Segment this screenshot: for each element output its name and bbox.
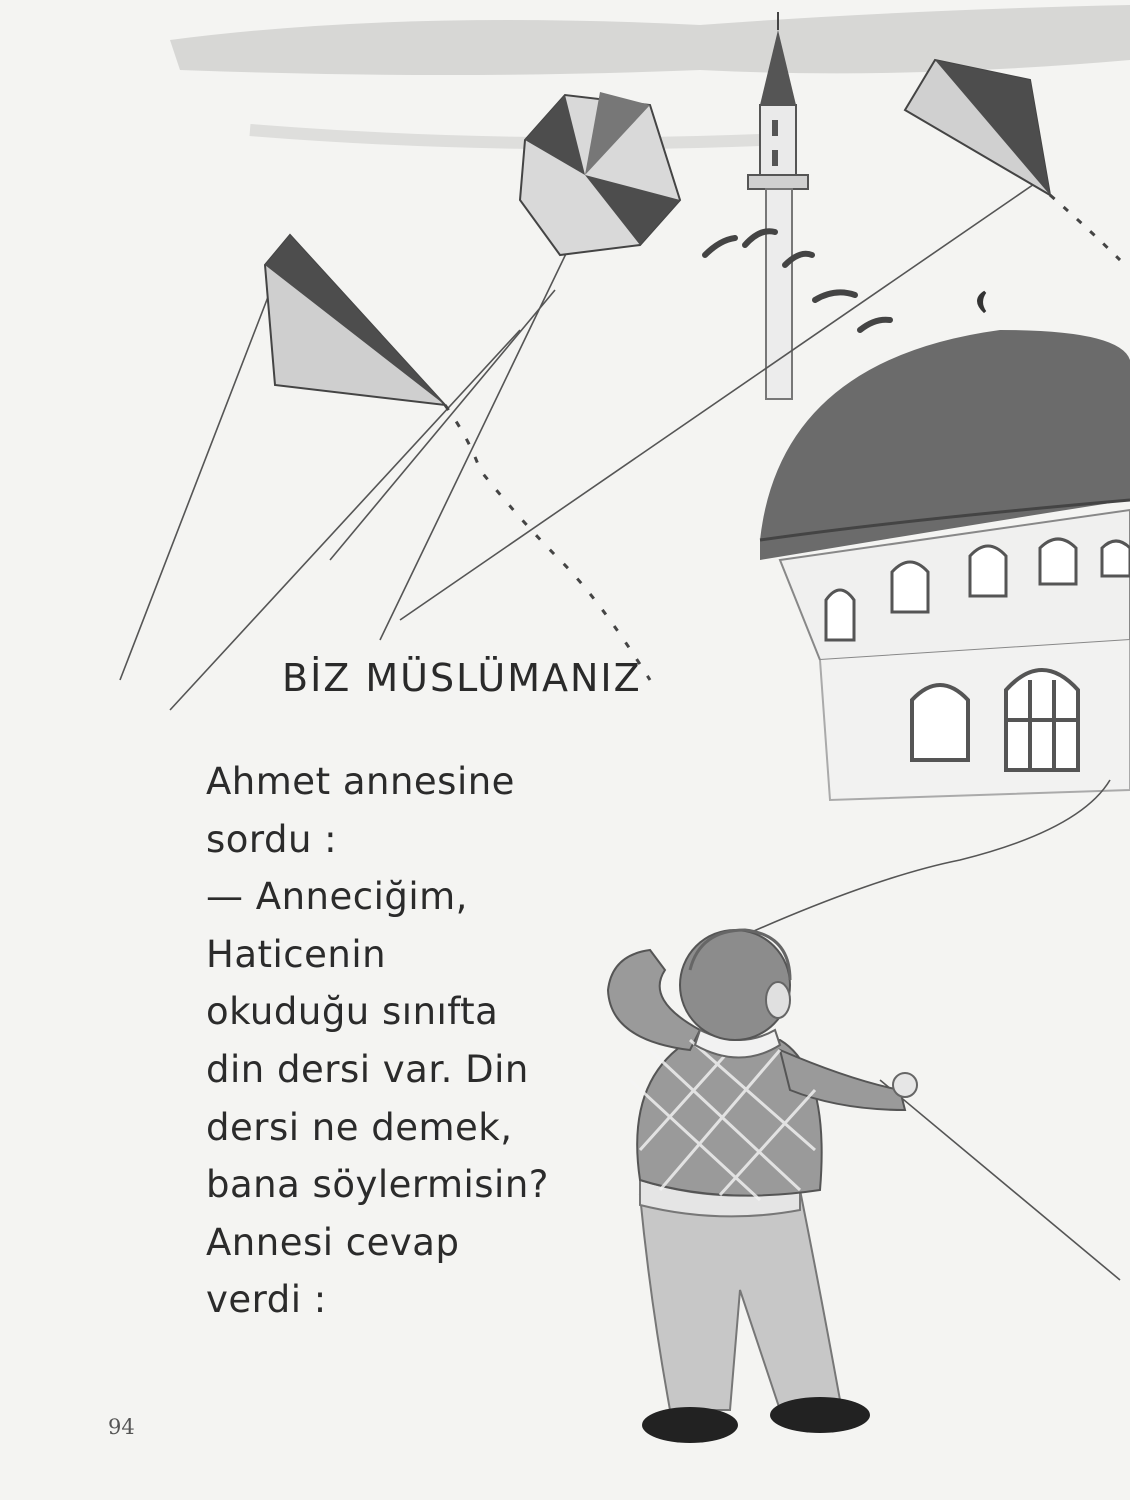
text-line: Ahmet annesine <box>206 760 515 803</box>
story-text <box>206 753 626 1329</box>
text-line: bana söylermisin? <box>206 1163 549 1207</box>
text-line: din dersi var. Din <box>206 1047 529 1091</box>
kite-middle <box>520 92 680 255</box>
boy <box>608 930 917 1443</box>
page-number: 94 <box>108 1415 135 1439</box>
text-line: Haticenin <box>206 932 387 976</box>
text-line: sordu : <box>206 817 338 861</box>
kite-left <box>265 235 650 680</box>
text-line: dersi ne demek, <box>206 1105 513 1149</box>
text-line: verdi : <box>206 1278 327 1322</box>
kite-right <box>905 60 1120 260</box>
text-line: okuduğu sınıfta <box>206 990 499 1034</box>
text-line: Annesi cevap <box>206 1220 460 1264</box>
page-title: BİZ MÜSLÜMANIZ <box>282 656 642 700</box>
kite-tail-ribbons <box>705 231 890 330</box>
text-line: — Anneciğim, <box>206 875 468 919</box>
